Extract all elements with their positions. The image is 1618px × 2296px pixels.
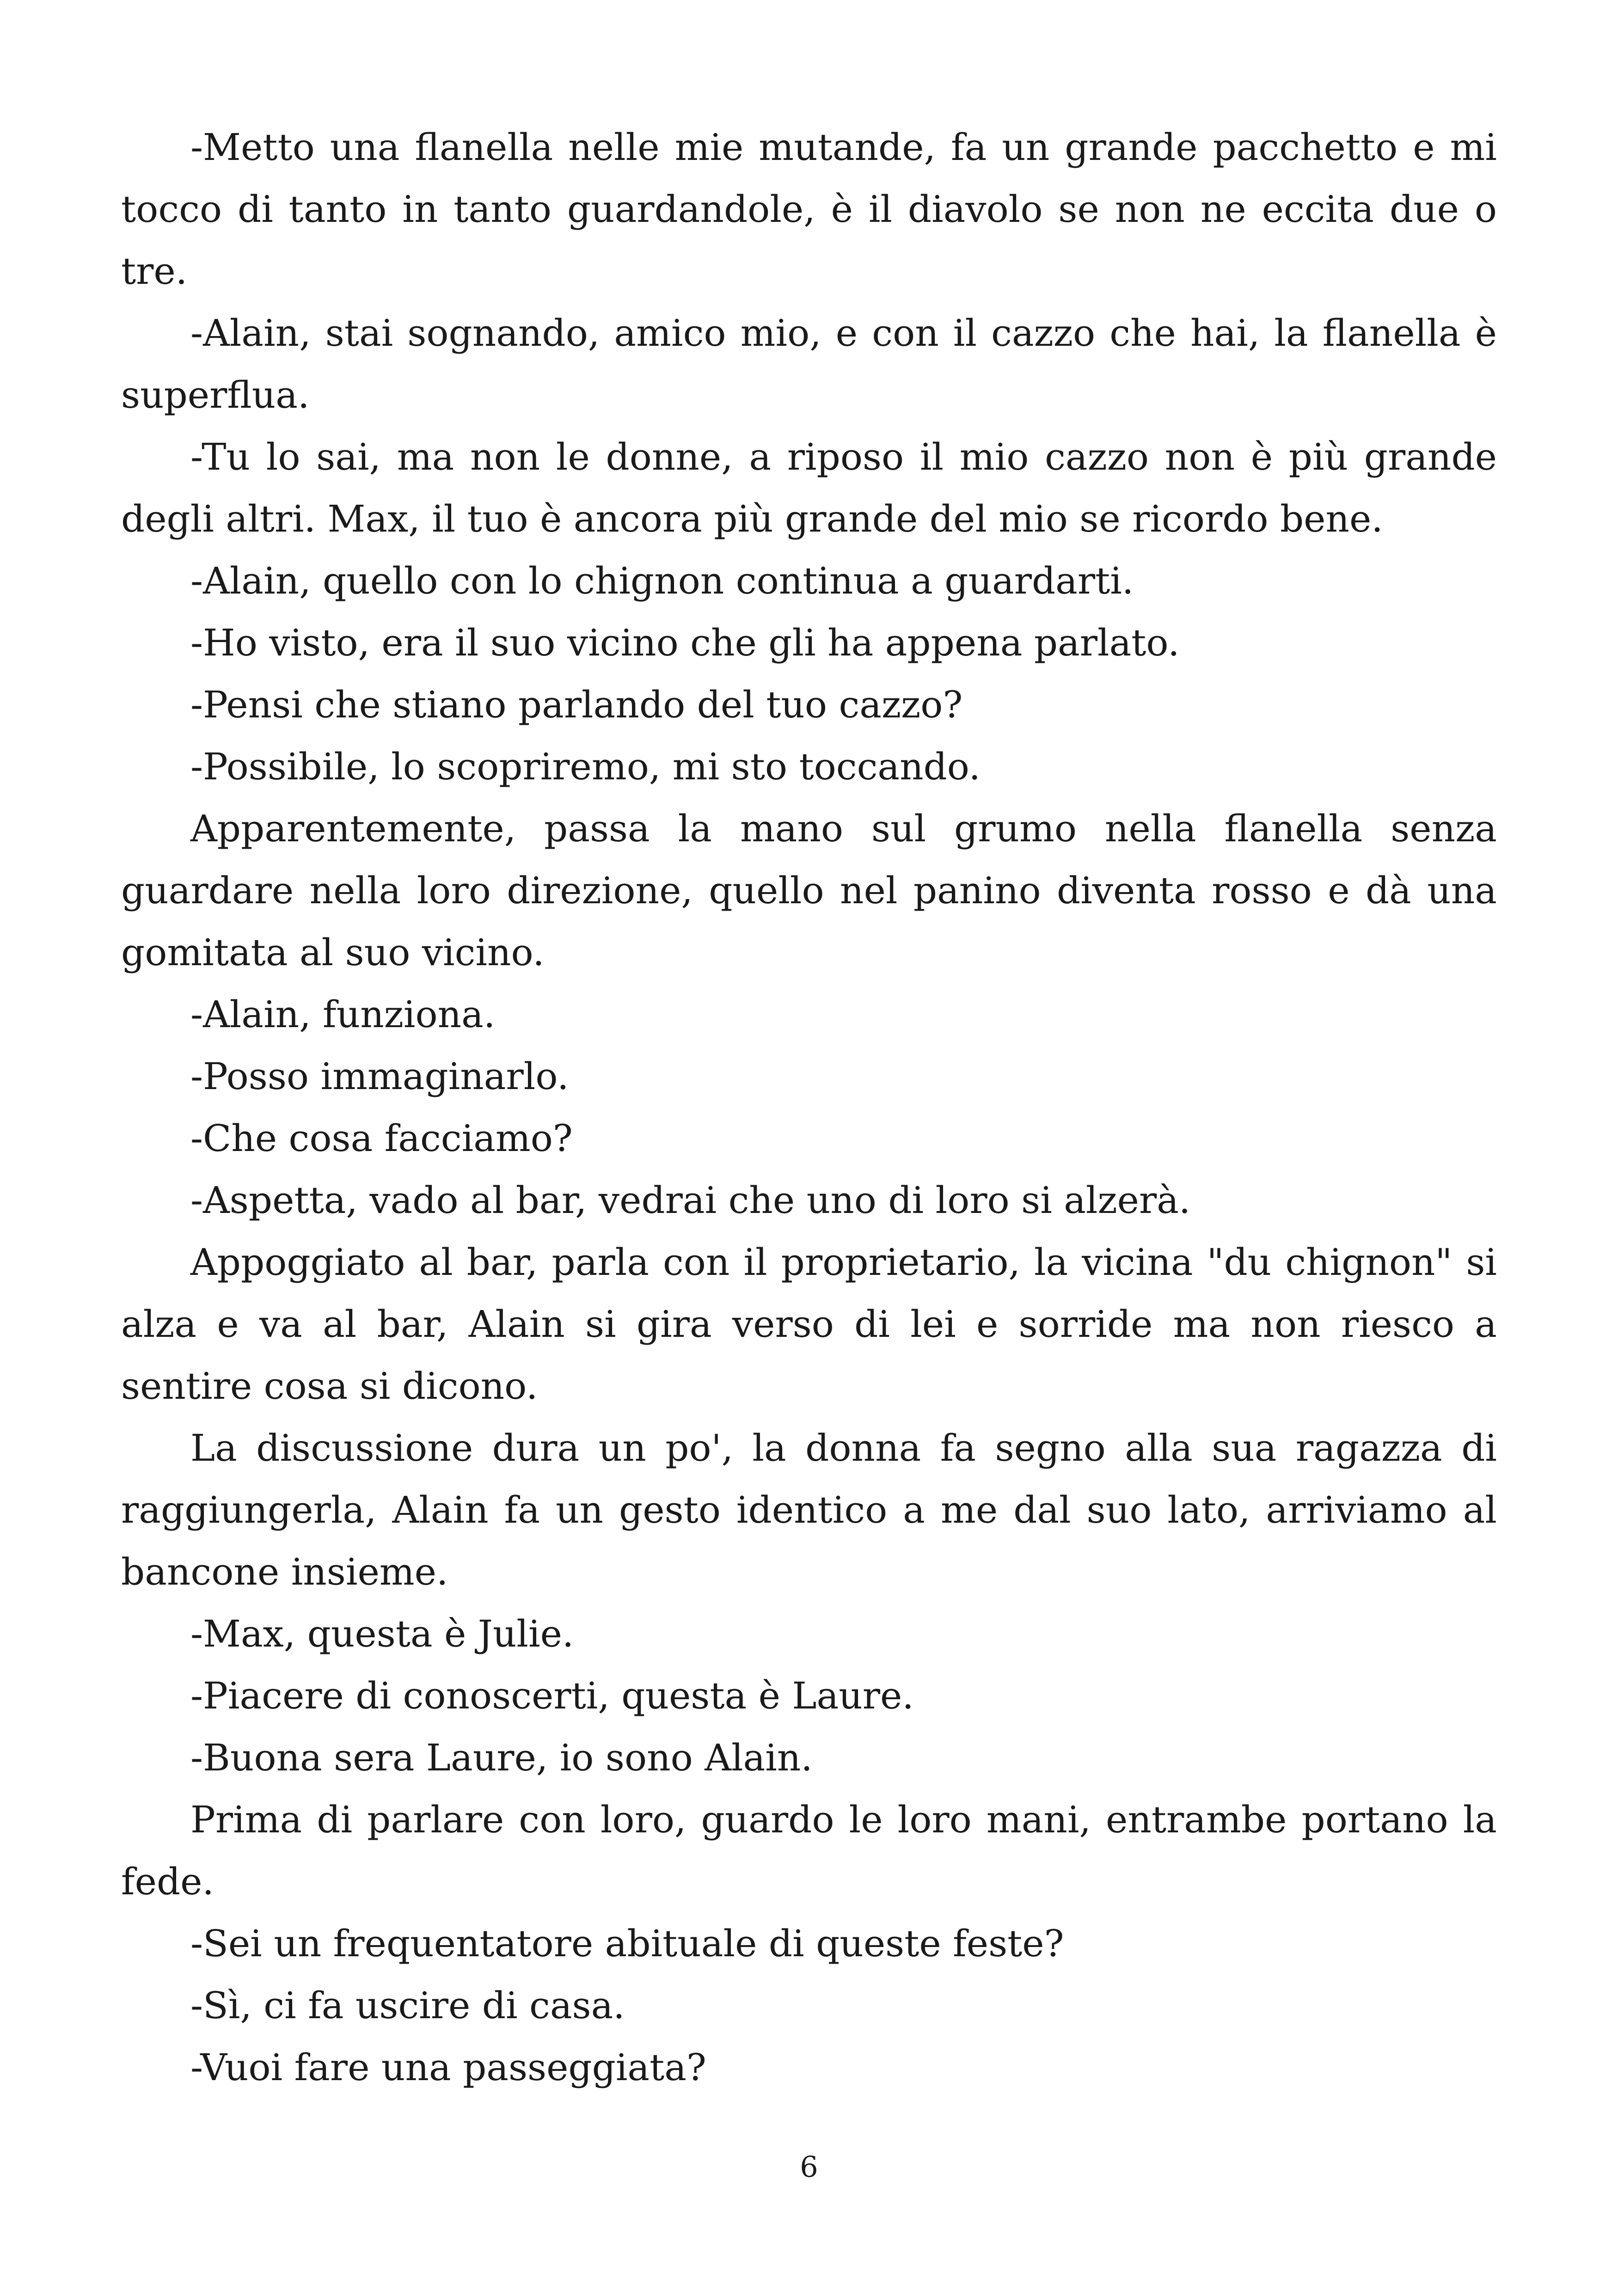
paragraph: -Aspetta, vado al bar, vedrai che uno di loro si alzerà. — [190, 1179, 1191, 1222]
paragraph: Appoggiato al bar, parla con il proprietario, la vicina "du chignon" si alza e va al bar, Alain si gira verso di lei e sorride ma non riesco a sentire cosa si dicono. — [121, 1241, 1497, 1408]
paragraph: -Sei un frequentatore abituale di queste feste? — [190, 1922, 1064, 1965]
paragraph: Prima di parlare con loro, guardo le loro mani, entrambe portano la fede. — [121, 1798, 1497, 1903]
paragraph: -Sì, ci fa uscire di casa. — [190, 1984, 625, 2027]
paragraph: -Metto una flanella nelle mie mutande, fa un grande pacchetto e mi tocco di tanto in tanto guardandole, è il diavolo se non ne eccita due o tre. — [121, 126, 1497, 293]
paragraph: -Che cosa facciamo? — [190, 1117, 573, 1160]
paragraph: Apparentemente, passa la mano sul grumo nella flanella senza guardare nella loro direzione, quello nel panino diventa rosso e dà una gomitata al suo vicino. — [121, 807, 1497, 974]
paragraph: -Max, questa è Julie. — [190, 1612, 574, 1655]
paragraph: -Piacere di conoscerti, questa è Laure. — [190, 1674, 914, 1717]
paragraph: -Pensi che stiano parlando del tuo cazzo? — [190, 683, 963, 726]
paragraph: La discussione dura un po', la donna fa segno alla sua ragazza di raggiungerla, Alain fa un gesto identico a me dal suo lato, arriviamo al bancone insieme. — [121, 1427, 1497, 1593]
paragraph: -Alain, funziona. — [190, 993, 496, 1036]
paragraph: -Tu lo sai, ma non le donne, a riposo il mio cazzo non è più grande degli altri. Max, il tuo è ancora più grande del mio se ricordo bene. — [121, 435, 1497, 540]
paragraph: -Alain, quello con lo chignon continua a guardarti. — [190, 559, 1134, 602]
page-body-text — [121, 116, 1497, 2099]
paragraph: -Ho visto, era il suo vicino che gli ha appena parlato. — [190, 621, 1180, 664]
paragraph: -Alain, stai sognando, amico mio, e con il cazzo che hai, la flanella è superflua. — [121, 312, 1497, 416]
page-number: 6 — [800, 2150, 818, 2184]
paragraph: -Possibile, lo scopriremo, mi sto toccando. — [190, 745, 981, 788]
paragraph: -Vuoi fare una passeggiata? — [190, 2046, 706, 2089]
paragraph: -Posso immaginarlo. — [190, 1055, 569, 1098]
paragraph: -Buona sera Laure, io sono Alain. — [190, 1736, 813, 1779]
